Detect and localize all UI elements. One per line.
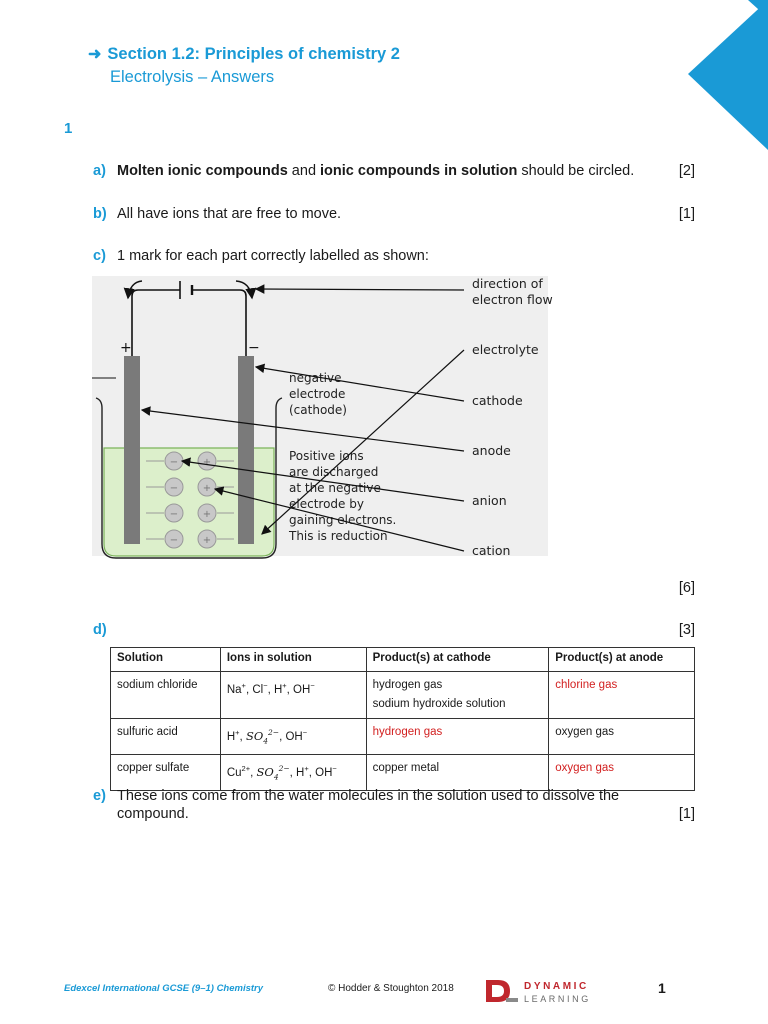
- part-a-marks: [2]: [678, 163, 695, 179]
- table-header-row: [111, 648, 695, 672]
- label-electrolyte: electrolyte: [472, 342, 539, 357]
- part-a-bold1: Molten ionic compounds: [117, 163, 288, 179]
- header-anode: Product(s) at anode: [549, 648, 695, 672]
- part-a: [93, 162, 695, 180]
- part-a-mid: and: [287, 163, 321, 179]
- cation-1-sign: +: [202, 457, 212, 468]
- footer-copyright: © Hodder & Stoughton 2018: [328, 983, 454, 994]
- positive-ions-line2: are discharged: [289, 465, 379, 479]
- cell-ions: Na+, Cl−, H+, OH−: [220, 672, 366, 719]
- cell-solution: sodium chloride: [111, 672, 221, 719]
- part-b: [93, 205, 695, 223]
- part-b-text: All have ions that are free to move.: [117, 206, 342, 222]
- part-e-label: e): [93, 788, 106, 804]
- anode-electrode: [124, 356, 140, 544]
- section-header: [88, 44, 400, 87]
- part-e: [93, 787, 695, 823]
- cell-cathode: copper metal: [366, 755, 549, 791]
- positive-ions-line1: Positive ions: [289, 449, 364, 463]
- cell-anode: oxygen gas: [549, 755, 695, 791]
- part-c-label: c): [93, 248, 106, 264]
- part-b-label: b): [93, 206, 107, 222]
- label-direction-line1: direction of: [472, 276, 543, 291]
- question-number: 1: [64, 120, 73, 137]
- cell-cathode: hydrogen gas sodium hydroxide solution: [366, 672, 549, 719]
- label-anion: anion: [472, 493, 507, 508]
- label-cathode: cathode: [472, 393, 523, 408]
- label-cation: cation: [472, 543, 511, 558]
- dynamic-learning-logo: [484, 974, 604, 1006]
- table-row: [111, 719, 695, 755]
- cation-3-sign: +: [202, 509, 212, 520]
- positive-ions-line6: This is reduction: [289, 529, 388, 543]
- label-anode: anode: [472, 443, 511, 458]
- logo-text-learning: LEARNING: [524, 994, 591, 1004]
- positive-ions-line5: gaining electrons.: [289, 513, 397, 527]
- cell-solution: sulfuric acid: [111, 719, 221, 755]
- part-c-marks: [6]: [678, 580, 695, 596]
- cell-cathode: hydrogen gas: [366, 719, 549, 755]
- cathode-sign: −: [248, 340, 260, 356]
- part-c: [93, 247, 695, 265]
- arrow-right-icon: ➜: [88, 46, 102, 63]
- page-number: 1: [658, 980, 666, 996]
- footer-course: Edexcel International GCSE (9–1) Chemistry: [64, 983, 264, 994]
- header-solution: Solution: [111, 648, 221, 672]
- positive-ions-line3: at the negative: [289, 481, 381, 495]
- cation-2-sign: +: [202, 483, 212, 494]
- part-e-marks: [1]: [678, 806, 695, 822]
- electrolysis-products-table: [110, 647, 695, 791]
- anion-1-sign: −: [169, 457, 179, 468]
- cell-solution: copper sulfate: [111, 755, 221, 791]
- cell-ions: H+, $SO_4^{2-}$, OH−: [220, 719, 366, 755]
- cation-4-sign: +: [202, 535, 212, 546]
- part-a-end: should be circled.: [517, 163, 635, 179]
- header-cathode: Product(s) at cathode: [366, 648, 549, 672]
- negative-electrode-line2: electrode: [289, 387, 346, 401]
- part-a-text: [117, 162, 695, 180]
- header-ions: Ions in solution: [220, 648, 366, 672]
- table-row: [111, 755, 695, 791]
- part-a-label: a): [93, 163, 106, 179]
- electrolysis-diagram: [92, 276, 564, 566]
- section-title-text: Section 1.2: Principles of chemistry 2: [107, 44, 400, 63]
- part-d-label: d): [93, 622, 107, 638]
- logo-text-dynamic: DYNAMIC: [524, 981, 589, 992]
- part-b-marks: [1]: [678, 206, 695, 222]
- cathode-annotation: [289, 371, 347, 417]
- part-d-marks: [3]: [678, 622, 695, 638]
- label-direction-line2: electron flow: [472, 292, 553, 307]
- anion-3-sign: −: [169, 509, 179, 520]
- positive-ions-line4: electrode by: [289, 497, 364, 511]
- cell-ions: $Cu^{2+}$, $SO_4^{2-}$, H+, OH−: [220, 755, 366, 791]
- negative-electrode-line3: (cathode): [289, 403, 347, 417]
- cell-anode: chlorine gas: [549, 672, 695, 719]
- section-title: [88, 44, 400, 64]
- section-subtitle: Electrolysis – Answers: [110, 68, 275, 86]
- anion-4-sign: −: [169, 535, 179, 546]
- negative-electrode-line1: negative: [289, 371, 342, 385]
- part-c-text: 1 mark for each part correctly labelled as shown:: [117, 248, 429, 264]
- anode-sign: +: [120, 340, 132, 356]
- cathode-electrode: [238, 356, 254, 544]
- table-row: [111, 672, 695, 719]
- part-a-bold2: ionic compounds in solution: [320, 163, 518, 179]
- cell-anode: oxygen gas: [549, 719, 695, 755]
- anion-2-sign: −: [169, 483, 179, 494]
- part-e-text: These ions come from the water molecules in the solution used to dissolve the compound.: [117, 788, 620, 822]
